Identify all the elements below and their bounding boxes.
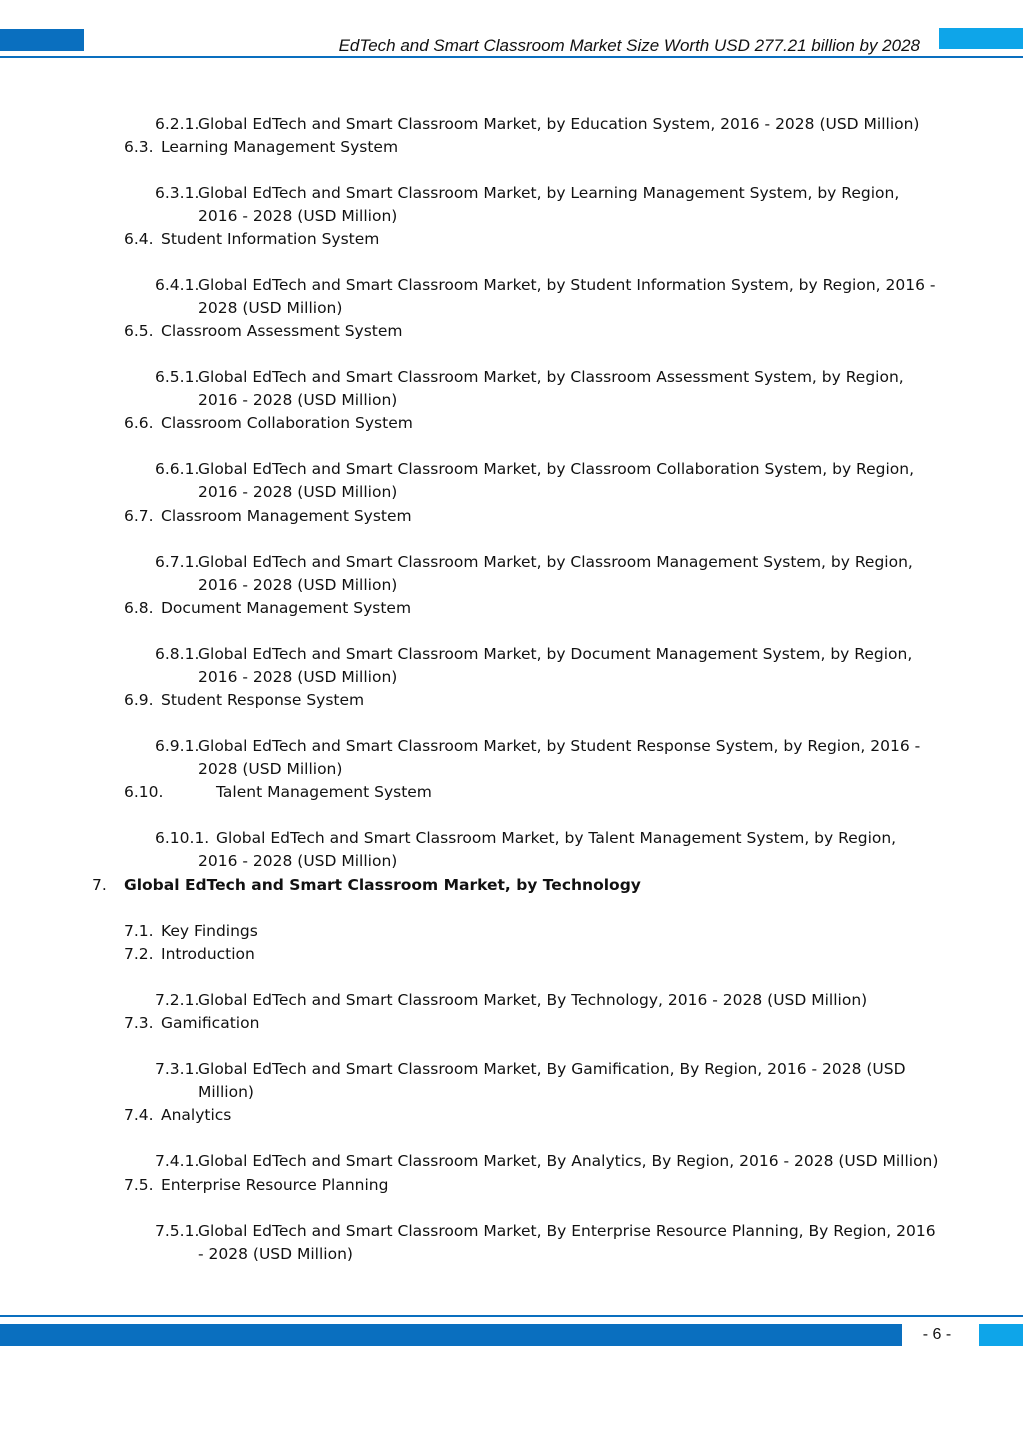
header-accent-right [939, 28, 1023, 49]
toc-chapter-7-number: 7. [92, 876, 107, 894]
toc-entry-6-9-1: 6.9.1.Global EdTech and Smart Classroom Market, by Student Response System, by Region, 2016 - [155, 737, 921, 755]
toc-entry-6-4-1: 6.4.1.Global EdTech and Smart Classroom Market, by Student Information System, by Region, 2016 - [155, 276, 936, 294]
toc-entry-6-8-1: 6.8.1.Global EdTech and Smart Classroom Market, by Document Management System, by Region, [155, 645, 913, 663]
toc-entry-6-8: 6.8. Document Management System [124, 599, 412, 617]
toc-entry-7-2-1: 7.2.1.Global EdTech and Smart Classroom Market, By Technology, 2016 - 2028 (USD Million) [155, 991, 868, 1009]
page-number: - 6 - [922, 1326, 952, 1343]
toc-entry-6-6-1-cont: 2016 - 2028 (USD Million) [198, 483, 398, 501]
toc-entry-6-9: 6.9. Student Response System [124, 691, 365, 709]
header-rule [0, 56, 1023, 58]
toc-entry-6-3: 6.3. Learning Management System [124, 138, 399, 156]
toc-entry-6-2-1: 6.2.1.Global EdTech and Smart Classroom Market, by Education System, 2016 - 2028 (USD Million) [155, 115, 920, 133]
toc-entry-7-1: 7.1. Key Findings [124, 922, 258, 940]
toc-entry-6-5: 6.5. Classroom Assessment System [124, 322, 403, 340]
toc-entry-6-6-1: 6.6.1.Global EdTech and Smart Classroom Market, by Classroom Collaboration System, by Region, [155, 460, 915, 478]
toc-entry-7-2: 7.2. Introduction [124, 945, 255, 963]
toc-entry-7-5-1-cont: - 2028 (USD Million) [198, 1245, 353, 1263]
header-title: EdTech and Smart Classroom Market Size Worth USD 277.21 billion by 2028 [338, 36, 920, 55]
toc-entry-6-3-1: 6.3.1.Global EdTech and Smart Classroom Market, by Learning Management System, by Region, [155, 184, 900, 202]
toc-entry-6-6: 6.6. Classroom Collaboration System [124, 414, 413, 432]
footer-accent-right [979, 1324, 1023, 1346]
toc-entry-6-10: 6.10. Talent Management System [124, 783, 432, 801]
toc-entry-6-8-1-cont: 2016 - 2028 (USD Million) [198, 668, 398, 686]
toc-entry-7-5-1: 7.5.1.Global EdTech and Smart Classroom Market, By Enterprise Resource Planning, By Region, 2016 [155, 1222, 936, 1240]
toc-entry-7-4: 7.4. Analytics [124, 1106, 232, 1124]
toc-entry-6-5-1-cont: 2016 - 2028 (USD Million) [198, 391, 398, 409]
toc-entry-6-7: 6.7. Classroom Management System [124, 507, 412, 525]
header-accent-left [0, 29, 84, 51]
toc-entry-6-10-1: 6.10.1. Global EdTech and Smart Classroom Market, by Talent Management System, by Region, [155, 829, 897, 847]
toc-entry-7-3-1-cont: Million) [198, 1083, 254, 1101]
toc-entry-6-4: 6.4. Student Information System [124, 230, 380, 248]
footer-bar [0, 1324, 902, 1346]
toc-entry-6-5-1: 6.5.1.Global EdTech and Smart Classroom Market, by Classroom Assessment System, by Region, [155, 368, 904, 386]
footer-rule [0, 1315, 1023, 1317]
toc-entry-7-5: 7.5. Enterprise Resource Planning [124, 1176, 389, 1194]
toc-entry-6-3-1-cont: 2016 - 2028 (USD Million) [198, 207, 398, 225]
toc-entry-7-3: 7.3. Gamification [124, 1014, 260, 1032]
toc-entry-6-4-1-cont: 2028 (USD Million) [198, 299, 343, 317]
toc-entry-6-7-1: 6.7.1.Global EdTech and Smart Classroom Market, by Classroom Management System, by Region, [155, 553, 913, 571]
toc-chapter-7-title: Global EdTech and Smart Classroom Market, by Technology [124, 876, 641, 894]
toc-entry-6-7-1-cont: 2016 - 2028 (USD Million) [198, 576, 398, 594]
toc-entry-6-9-1-cont: 2028 (USD Million) [198, 760, 343, 778]
toc-entry-6-10-1-cont: 2016 - 2028 (USD Million) [198, 852, 398, 870]
toc-entry-7-3-1: 7.3.1.Global EdTech and Smart Classroom Market, By Gamification, By Region, 2016 - 2028 (USD [155, 1060, 906, 1078]
toc-entry-7-4-1: 7.4.1.Global EdTech and Smart Classroom Market, By Analytics, By Region, 2016 - 2028 (USD Million) [155, 1152, 939, 1170]
